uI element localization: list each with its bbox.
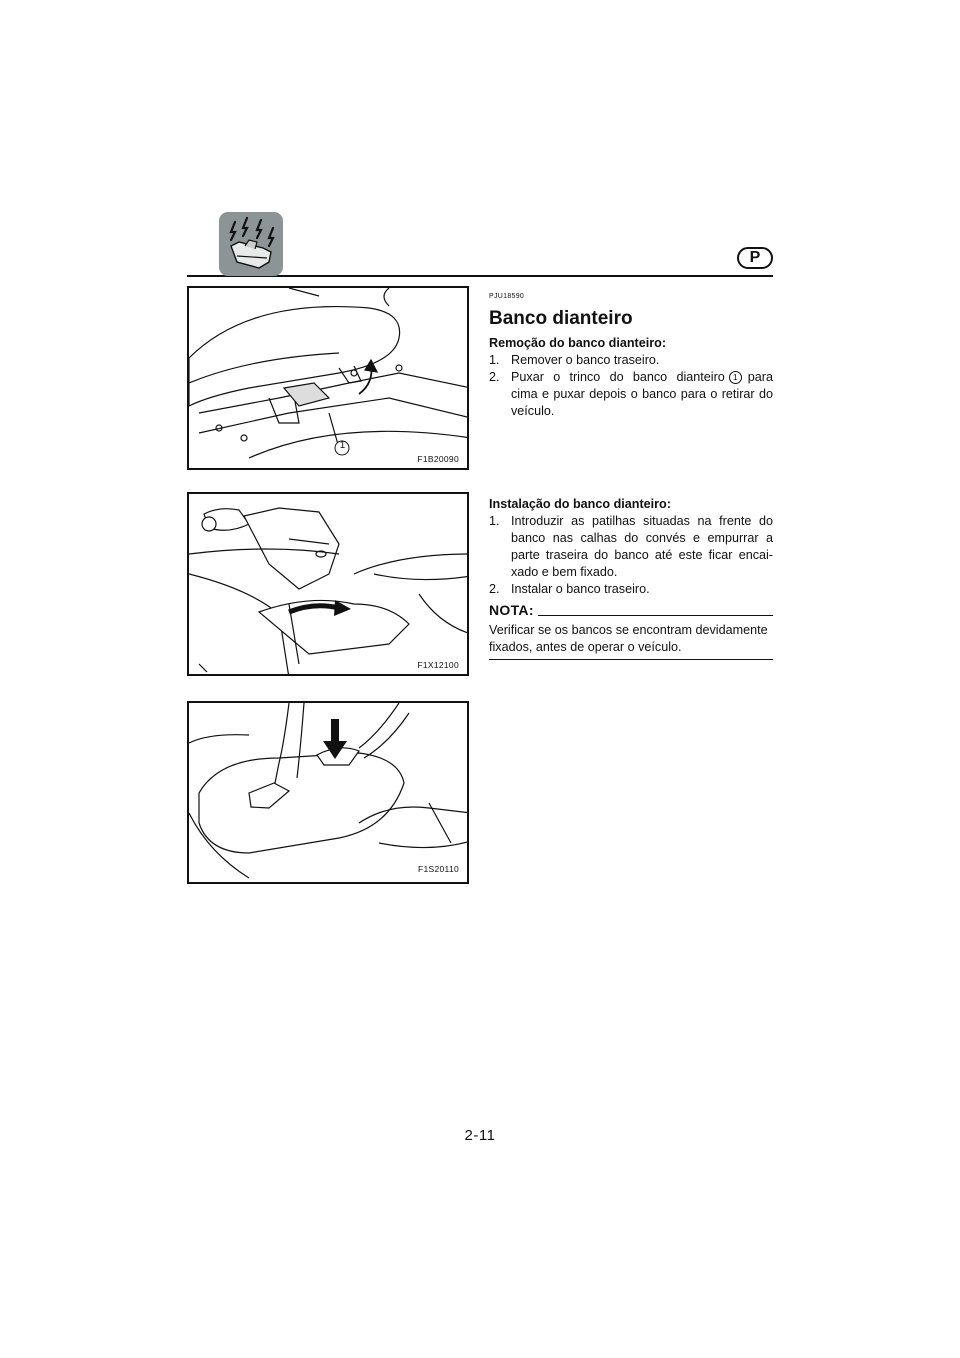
note-text: Verificar se os bancos se encontram devidamente fixados, antes de operar o veículo. <box>489 622 773 660</box>
step-number: 1. <box>489 353 500 367</box>
removal-step <box>489 352 773 369</box>
figure-callout-number: 1 <box>339 440 346 451</box>
step-number: 2. <box>489 370 500 384</box>
removal-step <box>489 369 773 420</box>
step-text-start: Puxar o trinco do banco dianteiro <box>511 370 725 384</box>
document-code: PJU18590 <box>489 293 525 300</box>
installation-heading: Instalação do banco dianteiro: <box>489 497 671 511</box>
section-title: Banco dianteiro <box>489 308 633 329</box>
page-number: 2-11 <box>464 1127 496 1144</box>
figure-seat-push-down <box>187 701 469 884</box>
step-text: Remover o banco traseiro. <box>511 353 660 367</box>
section-content <box>489 288 773 420</box>
note-label: NOTA: <box>489 602 534 618</box>
seat-installation-illustration <box>189 494 469 676</box>
step-number: 2. <box>489 582 500 596</box>
step-text: Instalar o banco traseiro. <box>511 582 650 596</box>
step-text: Introduzir as patilhas situadas na frente do banco nas calhas do convés e empurrar a parte traseira do banco até este ficar encai-xado e bem fixado. <box>511 514 773 579</box>
figure-seat-installation <box>187 492 469 676</box>
seat-push-illustration <box>189 703 469 884</box>
installation-content <box>489 496 773 660</box>
step-text-end: para cima e puxar depois o banco para o retirar do veículo. <box>511 370 773 418</box>
watercraft-warning-icon <box>219 212 283 276</box>
figure-code: F1B20090 <box>417 454 459 464</box>
figure-code: F1X12100 <box>417 660 459 670</box>
removal-heading: Remoção do banco dianteiro: <box>489 336 667 350</box>
seat-latch-illustration <box>189 288 469 470</box>
step-text <box>511 369 773 420</box>
figure-seat-latch <box>187 286 469 470</box>
language-badge: P <box>737 247 773 269</box>
installation-step <box>489 513 773 581</box>
installation-step <box>489 581 773 598</box>
step-number: 1. <box>489 514 500 528</box>
callout-reference: 1 <box>729 371 742 384</box>
figure-code: F1S20110 <box>418 864 459 874</box>
note-rule <box>538 615 773 616</box>
note-header <box>489 602 773 619</box>
